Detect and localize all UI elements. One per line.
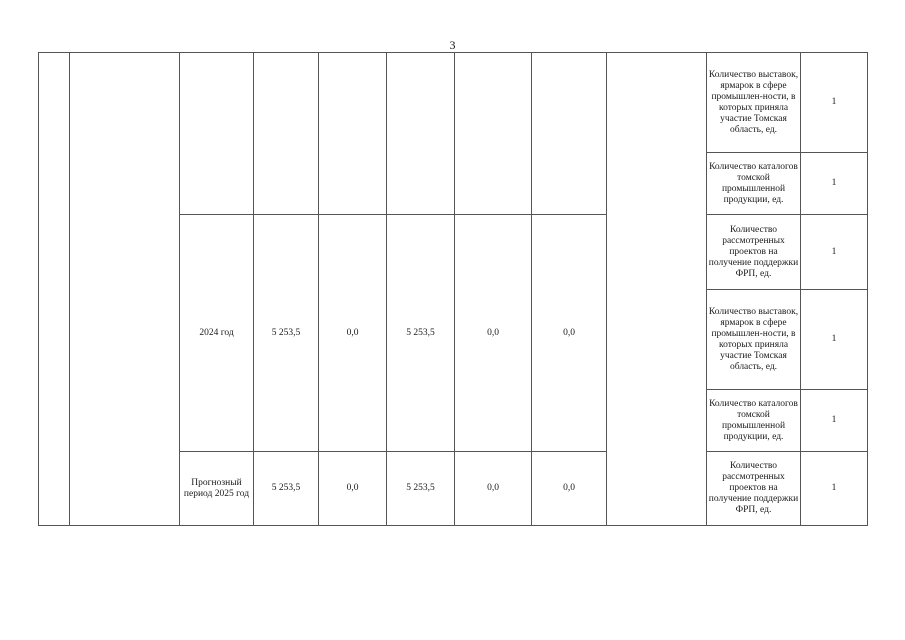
period-label-cell — [180, 53, 254, 215]
page-number: 3 — [449, 38, 456, 52]
other-sources-cell: 0,0 — [532, 215, 607, 452]
other-sources-cell — [532, 53, 607, 215]
period-label-cell: Прогнозный период 2025 год — [180, 452, 254, 526]
indicator-name-cell: Количество каталогов томской промышленной продукции, ед. — [707, 153, 801, 215]
total-cell — [254, 53, 319, 215]
indicator-name-cell: Количество каталогов томской промышленной продукции, ед. — [707, 390, 801, 452]
budget-table — [38, 52, 868, 526]
local-budget-cell: 0,0 — [455, 452, 532, 526]
total-cell: 5 253,5 — [254, 215, 319, 452]
other-sources-cell: 0,0 — [532, 452, 607, 526]
regional-budget-cell — [387, 53, 455, 215]
table-row — [39, 53, 868, 153]
regional-budget-cell: 5 253,5 — [387, 215, 455, 452]
period-label-cell: 2024 год — [180, 215, 254, 452]
federal-budget-cell — [319, 53, 387, 215]
regional-budget-cell: 5 253,5 — [387, 452, 455, 526]
indicator-name-cell: Количество выставок, ярмарок в сфере промышлен-ности, в которых приняла участие Томская область, ед. — [707, 290, 801, 390]
indicator-name-cell: Количество выставок, ярмарок в сфере промышлен-ности, в которых приняла участие Томская область, ед. — [707, 53, 801, 153]
local-budget-cell: 0,0 — [455, 215, 532, 452]
indicator-value-cell: 1 — [801, 53, 868, 153]
indicator-value-cell: 1 — [801, 390, 868, 452]
indicator-value-cell: 1 — [801, 290, 868, 390]
total-cell: 5 253,5 — [254, 452, 319, 526]
task-name-cell — [70, 53, 180, 526]
federal-budget-cell: 0,0 — [319, 215, 387, 452]
indicator-name-cell: Количество рассмотренных проектов на получение поддержки ФРП, ед. — [707, 452, 801, 526]
indicator-name-cell: Количество рассмотренных проектов на получение поддержки ФРП, ед. — [707, 215, 801, 290]
indicator-value-cell: 1 — [801, 452, 868, 526]
indicator-value-cell: 1 — [801, 153, 868, 215]
federal-budget-cell: 0,0 — [319, 452, 387, 526]
indicator-value-cell: 1 — [801, 215, 868, 290]
local-budget-cell — [455, 53, 532, 215]
index-cell — [39, 53, 70, 526]
executor-cell — [607, 53, 707, 526]
